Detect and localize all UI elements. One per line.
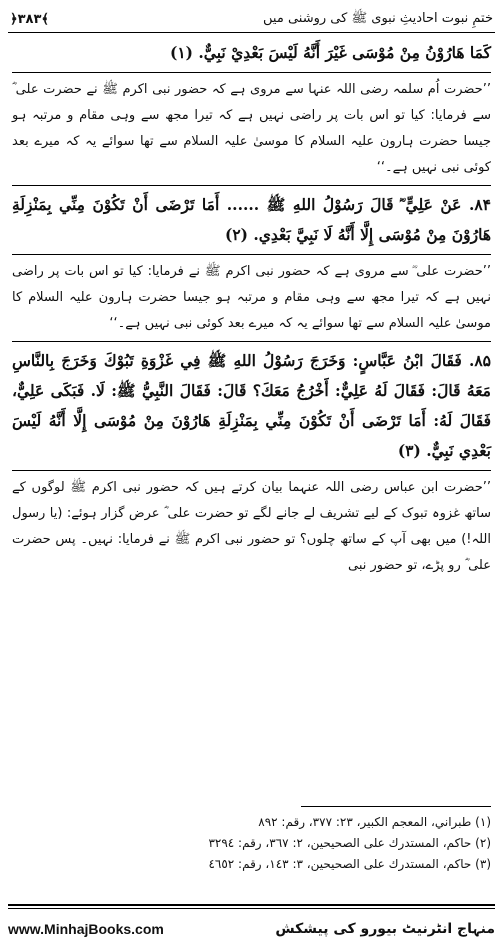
footnote-2: (٢) حاكم، المستدرك على الصحيحين، ٢: ٣٦٧، رقم: ٣٢٩٤ xyxy=(208,836,491,850)
arabic-hadith-text: عَنْ عَلِيٍّ ؓ قَالَ رَسُوْلُ اللهِ ﷺ ...... أَمَا تَرْضَى أَنْ تَكُوْنَ مِنِّي بِمَنْزِلَةِ هَارُوْنَ مِنْ مُوْسَى إِلَّا أَنَّهُ لَا نَبِيَّ بَعْدِي. (٢) xyxy=(12,195,491,244)
footer-divider xyxy=(8,908,495,909)
divider xyxy=(12,72,491,73)
header-divider xyxy=(8,32,495,33)
arabic-hadith-text: كَمَا هَارُوْنُ مِنْ مُوْسَى غَيْرَ أَنَّهُ لَيْسَ بَعْدِيْ نَبِيٌّ. (١) xyxy=(170,43,491,62)
divider xyxy=(12,185,491,186)
hadith-84 xyxy=(12,190,491,250)
divider xyxy=(12,341,491,342)
urdu-translation: ’’حضرت اُم سلمہ رضی اللہ عنہا سے مروی ہے کہ حضور نبی اکرم ﷺ نے حضرت علی ؓ سے فرمایا: کیا تو اس بات پر راضی نہیں ہے کہ تیرا مجھ سے وہی مقام و مرتبہ ہو جیسا حضرت ہارون علیہ السلام کا موسیٰ علیہ السلام سے تھا سوائے یہ کہ میرے بعد کوئی نبی نہیں ہے۔‘‘ xyxy=(12,82,491,175)
arabic-hadith-text: فَقَالَ ابْنُ عَبَّاسٍ: وَخَرَجَ رَسُوْلُ اللهِ ﷺ فِي غَزْوَةِ تَبُوْكَ وَخَرَجَ بِالنَّاسِ مَعَهُ قَالَ: فَقَالَ لَهُ عَلِيٌّ: أَخْرُجُ مَعَكَ؟ قَالَ: فَقَالَ النَّبِيُّ ﷺ: لَا. فَبَكَى عَلِيٌّ، فَقَالَ لَهُ: أَمَا تَرْضَى أَنْ تَكُوْنَ مِنِّي بِمَنْزِلَةِ هَارُوْنَ مِنْ مُوْسَى إِلَّا أَنَّهُ لَيْسَ بَعْدِي نَبِيٌّ. (٣) xyxy=(12,351,491,460)
footer-divider xyxy=(8,904,495,906)
urdu-translation: ’’حضرت ابن عباس رضی اللہ عنہما بیان کرتے ہیں کہ حضور نبی اکرم ﷺ لوگوں کے ساتھ غزوہ تبوک کے لیے تشریف لے جانے لگے تو حضرت علی ؓ عرض گزار ہوئے: (یا رسول اللہ!) میں بھی آپ کے ساتھ چلوں؟ تو حضور نبی اکرم ﷺ نے فرمایا: نہیں۔ پس حضرت علی ؓ رو پڑے، تو حضور نبی xyxy=(12,480,491,573)
publisher-credit: منہاج انٹرنیٹ بیورو کی پیشکش xyxy=(275,921,495,937)
footnotes xyxy=(100,812,491,875)
page-header xyxy=(10,6,493,32)
main-text xyxy=(12,38,491,579)
hadith-number: ۸۵. xyxy=(468,351,491,370)
hadith-85 xyxy=(12,346,491,466)
divider xyxy=(12,470,491,471)
footnote-divider xyxy=(301,806,491,807)
hadith-number: ۸۴. xyxy=(468,195,491,214)
footnote-3: (٣) حاكم، المستدرك على الصحيحين، ٣: ١٤٣، رقم: ٤٦٥٢ xyxy=(208,857,491,871)
divider xyxy=(12,254,491,255)
urdu-translation: ’’حضرت علی ؓ سے مروی ہے کہ حضور نبی اکرم ﷺ نے فرمایا: کیا تو اس بات پر راضی نہیں ہے کہ تیرا مجھ سے وہی مقام و مرتبہ ہو جیسا حضرت ہارون علیہ السلام کا موسیٰ علیہ السلام سے تھا سوائے یہ کہ میرے بعد کوئی نبی نہیں ہے۔‘‘ xyxy=(12,264,491,331)
page-number: ﴿۳۸۳﴾ xyxy=(10,11,50,27)
page-footer xyxy=(8,914,495,944)
website-link[interactable]: www.MinhajBooks.com xyxy=(8,921,164,937)
footnote-1: (١) طبراني، المعجم الكبير، ٢٣: ٣٧٧، رقم: ٨٩٢ xyxy=(258,815,491,829)
running-title: ختمِ نبوت احادیثِ نبوی ﷺ کی روشنی میں xyxy=(263,10,493,26)
